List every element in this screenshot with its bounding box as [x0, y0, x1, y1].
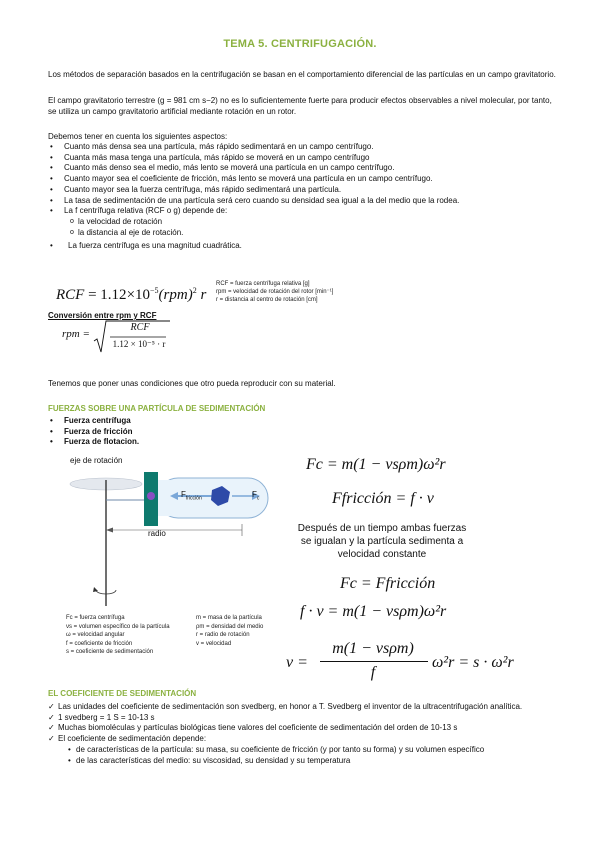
rcf-legend-line: r = distancia al centro de rotación [cm] [216, 297, 318, 303]
equation-velocity-numerator: m(1 − νsρm) [332, 640, 414, 657]
intro-paragraph-1: Los métodos de separación basados en la centrifugación se basan en el comportamiento diferencial de las partículas en un campo gravitatorio. [48, 70, 556, 79]
conversion-lhs: rpm = [62, 328, 90, 340]
centrifugal-force-label: $F_c$ [252, 490, 260, 502]
aspect-item: • La tasa de sedimentación de una partícula será cero cuando su densidad sea igual a la del medio que la rodea. [48, 196, 568, 207]
sedimentation-item: ✓ El coeficiente de sedimentación depende: [48, 734, 560, 745]
equation-balance: f · v = m(1 − νsρm)ω²r [300, 603, 447, 620]
forces-list [48, 416, 348, 448]
equation-velocity-denominator: f [370, 664, 376, 681]
rcf-lhs: RCF [56, 287, 85, 303]
rcf-legend-line: rpm = velocidad de rotación del rotor [min⁻¹] [216, 289, 334, 295]
aspect-item: • La fuerza centrífuga es una magnitud cuadrática. [48, 241, 568, 252]
conversion-numerator: RCF [130, 322, 150, 333]
conditions-text: Tenemos que poner unas condiciones que otro pueda reproducir con su material. [48, 379, 336, 388]
sedimentation-item: ✓ 1 svedberg = 1 S = 10-13 s [48, 713, 560, 724]
conversion-denominator: 1.12 × 10⁻⁵ · r [112, 339, 166, 349]
diagram-legend-left: Fc = fuerza centrífuga νs = volumen específico de la partícula ω = velocidad angular f = coeficiente de fricción s = coeficiente de sedimentación [66, 615, 170, 655]
aspect-item: • Cuanta más masa tenga una partícula, más rápido se moverá en un campo centrífugo [48, 153, 568, 164]
stopper-dot [147, 492, 155, 500]
sedimentation-list [48, 702, 560, 766]
radius-label: radio [148, 529, 166, 538]
axis-label: eje de rotación [70, 456, 123, 465]
rcf-exp: −5 [150, 286, 159, 295]
depends-item: o la distancia al eje de rotación. [48, 228, 568, 239]
rcf-formula [56, 286, 206, 304]
rcf-coef: = 1.12 [88, 287, 127, 303]
rcf-legend-line: RCF = fuerza centrífuga relativa [g] [216, 281, 310, 287]
equation-centrifugal-force: Fc = m(1 − νsρm)ω²r [306, 456, 446, 473]
diagram-legend-right: m = masa de la partícula ρm = densidad del medio r = radio de rotación v = velocidad [196, 615, 264, 647]
rcf-square: 2 [192, 286, 197, 295]
rcf-r: r [200, 287, 207, 303]
sedimentation-item: ✓ Muchas biomoléculas y partículas biológicas tiene valores del coeficiente de sedimentación del orden de 10-13 s [48, 723, 560, 734]
aspect-item: • Cuanto mayor sea el coeficiente de fricción, más lento se moverá una partícula en un campo centrífugo. [48, 174, 568, 185]
aspects-list [48, 142, 568, 252]
rcf-times: ×10 [126, 287, 151, 303]
force-item: • Fuerza centrífuga [48, 416, 348, 427]
equation-equilibrium: Fc = Ffricción [340, 575, 436, 592]
friction-force-label: $F_{fricción}$ [181, 490, 202, 502]
equation-friction-force: Ffricción = f · v [332, 490, 434, 507]
aspect-item: • La f centrífuga relativa (RCF o g) depende de: [48, 206, 568, 217]
aspect-item: • Cuanto mayor sea la fuerza centrífuga, más rápido sedimentará una partícula. [48, 185, 568, 196]
sedimentation-subitem: • de características de la partícula: su masa, su coeficiente de fricción (y por tanto su forma) y su volumen específico [48, 745, 560, 756]
rcf-legend [216, 280, 416, 304]
sedimentation-item: ✓ Las unidades del coeficiente de sedimentación son svedberg, en honor a T. Svedberg el inventor de la ultracentrifugación analítica. [48, 702, 560, 713]
sedimentation-subitem: • de las características del medio: su viscosidad, su densidad y su temperatura [48, 756, 560, 767]
page-title: TEMA 5. CENTRIFUGACIÓN. [223, 38, 377, 50]
force-item: • Fuerza de fricción [48, 427, 348, 438]
aspect-item: • Cuanto más denso sea el medio, más lento se moverá una partícula en un campo centrífugo. [48, 163, 568, 174]
depends-item: o la velocidad de rotación [48, 217, 568, 228]
equilibrium-caption: Después de un tiempo ambas fuerzas se igualan y la partícula sedimenta a velocidad constante [297, 523, 467, 560]
equation-velocity-rhs: ω²r = s · ω²r [432, 654, 514, 671]
conversion-label: Conversión entre rpm y RCF [48, 311, 157, 320]
centrifuge-diagram [66, 466, 286, 610]
intro-paragraph-2: El campo gravitatorio terrestre (g = 981 cm s−2) no es lo suficientemente fuerte para producir efectos observables a nivel molecular, por tanto, se utiliza un campo gravitatorio artificial mediante rotación en un rotor. [48, 96, 552, 116]
fraction-bar [320, 661, 428, 662]
section-heading-forces: FUERZAS SOBRE UNA PARTÍCULA DE SEDIMENTACIÓN [48, 404, 266, 413]
equation-velocity-lhs: v = [286, 654, 308, 671]
section-heading-sedimentation: EL COEFICIENTE DE SEDIMENTACIÓN [48, 689, 197, 698]
rcf-rpm: (rpm) [158, 287, 193, 303]
aspect-item: • Cuanto más densa sea una partícula, más rápido sedimentará en un campo centrífugo. [48, 142, 568, 153]
force-item: • Fuerza de flotacion. [48, 437, 348, 448]
intro-paragraph-3: Debemos tener en cuenta los siguientes aspectos: [48, 132, 228, 141]
